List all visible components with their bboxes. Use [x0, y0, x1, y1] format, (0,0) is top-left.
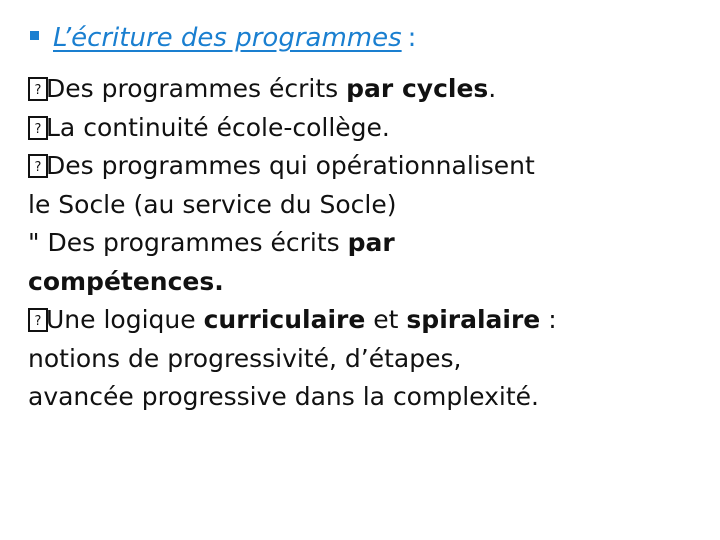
body-line-3	[28, 147, 698, 186]
slide-title	[30, 20, 416, 56]
body-text: Des programmes écrits	[46, 74, 347, 103]
body-line-6	[28, 263, 698, 302]
svg-text:?: ?	[34, 83, 42, 98]
body-bold-text: spiralaire	[406, 305, 541, 334]
body-line-4	[28, 186, 698, 225]
replacement-glyph-icon	[28, 116, 48, 140]
body-text: notions de progressivité, d’étapes,	[28, 343, 462, 373]
title-colon: :	[407, 23, 417, 53]
body-text: avancée progressive dans la complexité.	[28, 382, 539, 411]
body-text: et	[365, 305, 407, 334]
body-line-7	[28, 301, 698, 340]
body-line-1	[28, 70, 698, 109]
svg-text:?: ?	[34, 121, 42, 137]
body-bold-text: curriculaire	[203, 305, 366, 334]
body-line-5	[28, 224, 698, 263]
body-line-8	[28, 340, 698, 379]
body-bold-text: par	[347, 228, 395, 257]
body-text: La continuité école-collège.	[46, 112, 390, 142]
body-bold-text: compétences.	[28, 266, 224, 296]
body-text: :	[540, 305, 557, 334]
title-text: L’écriture des programmes	[53, 23, 402, 53]
body-line-9	[28, 378, 698, 417]
replacement-glyph-icon	[28, 308, 48, 332]
body-text: .	[488, 74, 497, 103]
square-bullet-icon	[30, 31, 39, 40]
body-text: le Socle (au service du Socle)	[28, 189, 397, 219]
body-text: " Des programmes écrits	[28, 228, 348, 257]
body-bold-text: par cycles	[346, 74, 489, 103]
replacement-glyph-icon	[28, 154, 48, 178]
body-line-2	[28, 109, 698, 148]
svg-text:?: ?	[34, 160, 42, 175]
svg-text:?: ?	[34, 314, 42, 329]
slide-body	[28, 70, 698, 417]
replacement-glyph-icon	[28, 77, 48, 101]
body-text: Une logique	[46, 305, 204, 334]
body-text: Des programmes qui opérationnalisent	[46, 151, 535, 180]
